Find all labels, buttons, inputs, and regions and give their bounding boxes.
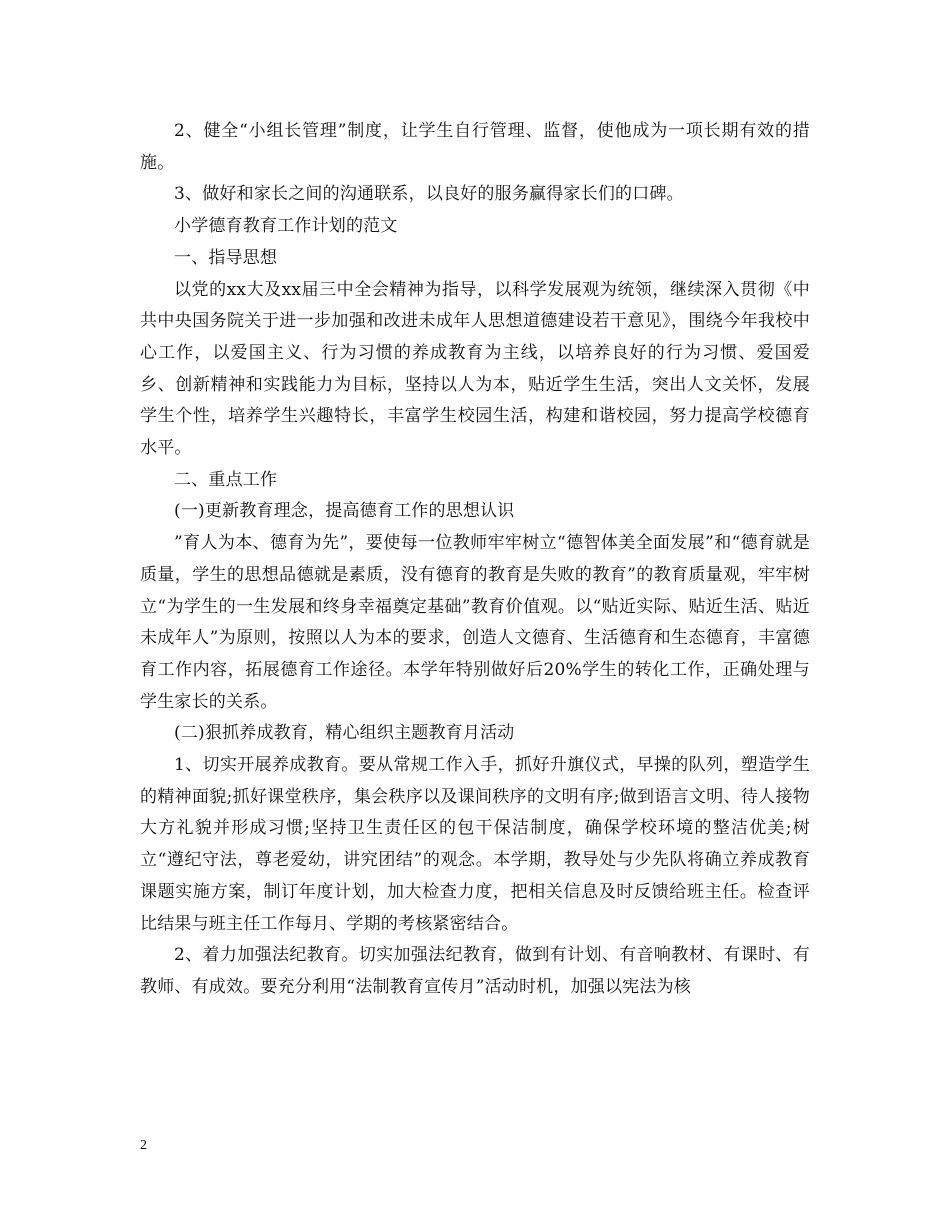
page-number: 2 [140, 1138, 147, 1153]
subheading-2: (二)狠抓养成教育，精心组织主题教育月活动 [174, 723, 515, 744]
paragraph-education-concept: ”育人为本、德育为先”，要使每一位教师牢牢树立“德智体美全面发展”和“德育就是质量，学生的思想品德就是素质，没有德育的教育是失败的教育”的教育质量观，牢牢树立“为学生的一生发展和终身幸福奠定基础”教育价值观。以“贴近实际、贴近生活、贴近未成年人”为原则，按照以人为本的要求，创造人文德育、生活德育和生态德育，丰富德育工作内容，拓展德育工作途径。本学年特别做好后20%学生的转化工作，正确处理与学生家长的关系。 [140, 533, 810, 712]
paragraph-1: 2、健全“小组长管理”制度，让学生自行管理、监督，使他成为一项长期有效的措施。 [140, 121, 810, 173]
section-heading-plan-title: 小学德育教育工作计划的范文 [174, 216, 398, 237]
subheading-1: (一)更新教育理念，提高德育工作的思想认识 [174, 501, 515, 522]
document-body [140, 116, 810, 1004]
paragraph-2: 3、做好和家长之间的沟通联系，以良好的服务赢得家长们的口碑。 [174, 184, 684, 205]
paragraph-legal-education: 2、着力加强法纪教育。切实加强法纪教育，做到有计划、有音响教材、有课时、有教师、有成效。要充分利用“法制教育宣传月”活动时机，加强以宪法为核 [140, 945, 810, 997]
paragraph-guiding-ideology: 以党的xx大及xx届三中全会精神为指导，以科学发展观为统领，继续深入贯彻《中共中央国务院关于进一步加强和改进未成年人思想道德建设若干意见》，围绕今年我校中心工作，以爱国主义、行为习惯的养成教育为主线，以培养良好的行为习惯、爱国爱乡、创新精神和实践能力为目标，坚持以人为本，贴近学生生活，突出人文关怀，发展学生个性，培养学生兴趣特长，丰富学生校园生活，构建和谐校园，努力提高学校德育水平。 [140, 279, 810, 459]
paragraph-habit-education: 1、切实开展养成教育。要从常规工作入手，抓好升旗仪式，早操的队列，塑造学生的精神面貌;抓好课堂秩序，集会秩序以及课间秩序的文明有序;做到语言文明、待人接物大方礼貌并形成习惯;坚持卫生责任区的包干保洁制度，确保学校环境的整洁优美;树立“遵纪守法，尊老爱幼，讲究团结”的观念。本学期，教导处与少先队将确立养成教育课题实施方案，制订年度计划，加大检查力度，把相关信息及时反馈给班主任。检查评比结果与班主任工作每月、学期的考核紧密结合。 [140, 755, 810, 934]
section-heading-key-work: 二、重点工作 [174, 469, 278, 490]
section-heading-guiding-ideology: 一、指导思想 [174, 247, 278, 268]
